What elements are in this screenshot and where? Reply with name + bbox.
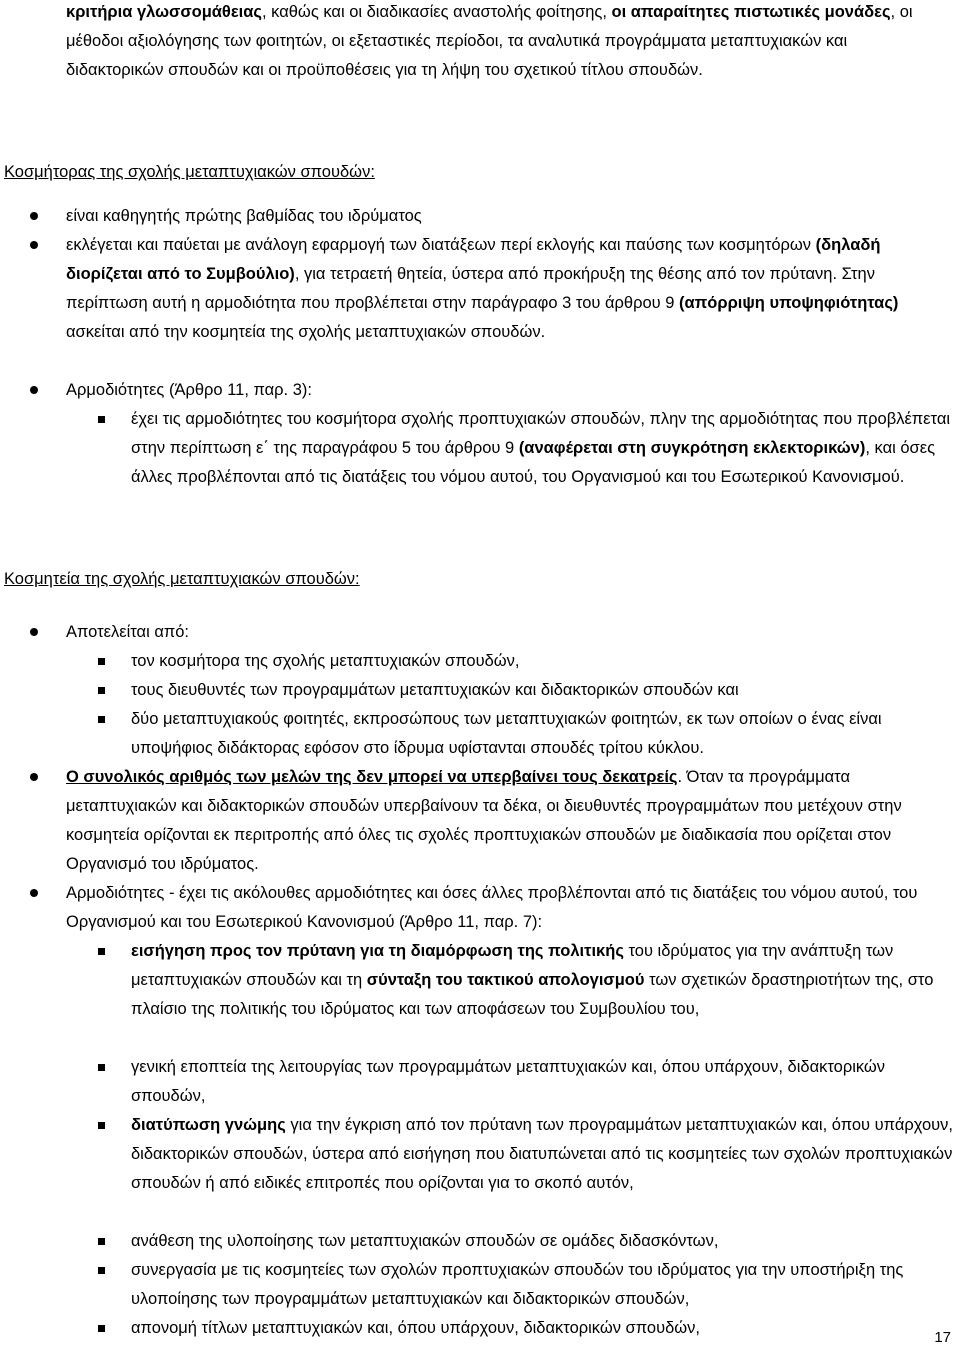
sub-list-item xyxy=(131,405,954,492)
sub-list-item-bold: σύνταξη του τακτικού απολογισμού xyxy=(366,971,645,989)
square-bullet-icon xyxy=(98,716,105,723)
sub-list-item-text: , και όσες άλλες προβλέπονται από τις διατάξεις του νόμου αυτού, του Οργανισμού και του Εσωτερικού Κανονισμού. xyxy=(131,439,936,486)
list-item-text: . Όταν τα προγράμματα μεταπτυχιακών και διδακτορικών σπουδών υπερβαίνουν τα δέκα, οι διευθυντές προγραμμάτων που μετέχουν στην κοσμητεία ορίζονται εκ περιτροπής από όλες τις σχολές προπτυχιακών σπουδών με διαδικασία που ορίζεται στον Οργανισμό του ιδρύματος. xyxy=(66,768,902,873)
square-bullet-icon xyxy=(98,658,105,665)
list-item xyxy=(66,231,954,347)
section-heading-dean: Κοσμήτορας της σχολής μεταπτυχιακών σπουδών: xyxy=(4,163,375,181)
square-bullet-icon xyxy=(98,1267,105,1274)
sub-list-item: απονομή τίτλων μεταπτυχιακών και, όπου υπάρχουν, διδακτορικών σπουδών, xyxy=(131,1319,700,1337)
list-item: Αποτελείται από: xyxy=(66,623,190,641)
sub-list-item-bold: (αναφέρεται στη συγκρότηση εκλεκτορικών) xyxy=(518,439,866,457)
bullet-icon xyxy=(30,241,38,249)
section-heading-deanery: Κοσμητεία της σχολής μεταπτυχιακών σπουδών: xyxy=(4,570,360,588)
list-item-text: εκλέγεται και παύεται με ανάλογη εφαρμογή των διατάξεων περί εκλογής και παύσης των κοσμητόρων xyxy=(66,236,816,254)
sub-list-item-bold: εισήγηση προς τον πρύτανη για τη διαμόρφωση της πολιτικής xyxy=(131,942,624,960)
list-item-bold: Ο συνολικός αριθμός των μελών της δεν μπορεί να υπερβαίνει τους δεκατρείς xyxy=(66,768,678,786)
list-item-bold: (δηλαδή διορίζεται από το Συμβούλιο) xyxy=(66,236,881,283)
intro-bold-1: κριτήρια γλωσσομάθειας xyxy=(66,3,262,21)
sub-list-item-bold: διατύπωση γνώμης xyxy=(131,1116,286,1134)
square-bullet-icon xyxy=(98,1064,105,1071)
intro-bold-2: οι απαραίτητες πιστωτικές μονάδες xyxy=(611,3,891,21)
sub-list-item-text: του ιδρύματος για την ανάπτυξη των μεταπτυχιακών σπουδών και τη xyxy=(131,942,894,989)
list-item: Αρμοδιότητες (Άρθρο 11, παρ. 3): xyxy=(66,381,312,399)
bullet-icon xyxy=(30,212,38,220)
sub-list-item-text: έχει τις αρμοδιότητες του κοσμήτορα σχολής προπτυχιακών σπουδών, πλην της αρμοδιότητας που προβλέπεται στην περίπτωση ε΄ της παραγράφου 5 του άρθρου 9 xyxy=(131,410,951,457)
square-bullet-icon xyxy=(98,416,105,423)
list-item-text: ασκείται από την κοσμητεία της σχολής μεταπτυχιακών σπουδών. xyxy=(66,323,546,341)
list-item-text: , για τετραετή θητεία, ύστερα από προκήρυξη της θέσης από τον πρύτανη. Στην περίπτωση αυτή η αρμοδιότητα που προβλέπεται στην παράγραφο 3 του άρθρου 9 xyxy=(66,265,875,312)
square-bullet-icon xyxy=(98,1325,105,1332)
sub-list-item-text: των σχετικών δραστηριοτήτων της, στο πλαίσιο της πολιτικής του ιδρύματος και των αποφάσεων του Συμβουλίου του, xyxy=(131,971,934,1018)
square-bullet-icon xyxy=(98,1122,105,1129)
intro-text-2: , οι μέθοδοι αξιολόγησης των φοιτητών, οι εξεταστικές περίοδοι, τα αναλυτικά προγράμματα μεταπτυχιακών και διδακτορικών σπουδών και οι προϋποθέσεις για τη λήψη του σχετικού τίτλου σπουδών. xyxy=(66,3,913,79)
sub-list-item xyxy=(131,937,954,1024)
sub-list-item xyxy=(131,1111,954,1198)
list-item-bold: (απόρριψη υποψηφιότητας) xyxy=(679,294,899,312)
bullet-icon xyxy=(30,628,38,636)
bullet-icon xyxy=(30,889,38,897)
sub-list-item: δύο μεταπτυχιακούς φοιτητές, εκπροσώπους των μεταπτυχιακών φοιτητών, εκ των οποίων ο ένας είναι υποψήφιος διδάκτορας εφόσον στο ίδρυμα υφίστανται σπουδές τρίτου κύκλου. xyxy=(131,710,882,757)
intro-paragraph xyxy=(66,0,946,85)
sub-list-item: τους διευθυντές των προγραμμάτων μεταπτυχιακών και διδακτορικών σπουδών και xyxy=(131,681,739,699)
sub-list-item: τον κοσμήτορα της σχολής μεταπτυχιακών σπουδών, xyxy=(131,652,520,670)
intro-text-1: , καθώς και οι διαδικασίες αναστολής φοίτησης, xyxy=(262,3,612,21)
list-item: Αρμοδιότητες - έχει τις ακόλουθες αρμοδιότητες και όσες άλλες προβλέπονται από τις διατάξεις του νόμου αυτού, του Οργανισμού και του Εσωτερικού Κανονισμού (Άρθρο 11, παρ. 7): xyxy=(66,884,918,931)
sub-list-item: γενική εποπτεία της λειτουργίας των προγραμμάτων μεταπτυχιακών και, όπου υπάρχουν, διδακτορικών σπουδών, xyxy=(131,1058,886,1105)
square-bullet-icon xyxy=(98,1238,105,1245)
square-bullet-icon xyxy=(98,687,105,694)
square-bullet-icon xyxy=(98,948,105,955)
list-item xyxy=(66,763,954,879)
sub-list-item: συνεργασία με τις κοσμητείες των σχολών προπτυχιακών σπουδών του ιδρύματος για την υποστήριξη της υλοποίησης των προγραμμάτων μεταπτυχιακών και διδακτορικών σπουδών, xyxy=(131,1261,904,1308)
bullet-icon xyxy=(30,773,38,781)
page-number: 17 xyxy=(934,1329,951,1346)
sub-list-item-text: για την έγκριση από τον πρύτανη των προγραμμάτων μεταπτυχιακών και, όπου υπάρχουν, διδακτορικών σπουδών, ύστερα από εισήγηση που διατυπώνεται από τις κοσμητείες των σχολών προπτυχιακών σπουδών ή από ειδικές επιτροπές που ορίζονται για το σκοπό αυτόν, xyxy=(131,1116,953,1192)
list-item: είναι καθηγητής πρώτης βαθμίδας του ιδρύματος xyxy=(66,207,422,225)
sub-list-item: ανάθεση της υλοποίησης των μεταπτυχιακών σπουδών σε ομάδες διδασκόντων, xyxy=(131,1232,719,1250)
bullet-icon xyxy=(30,386,38,394)
